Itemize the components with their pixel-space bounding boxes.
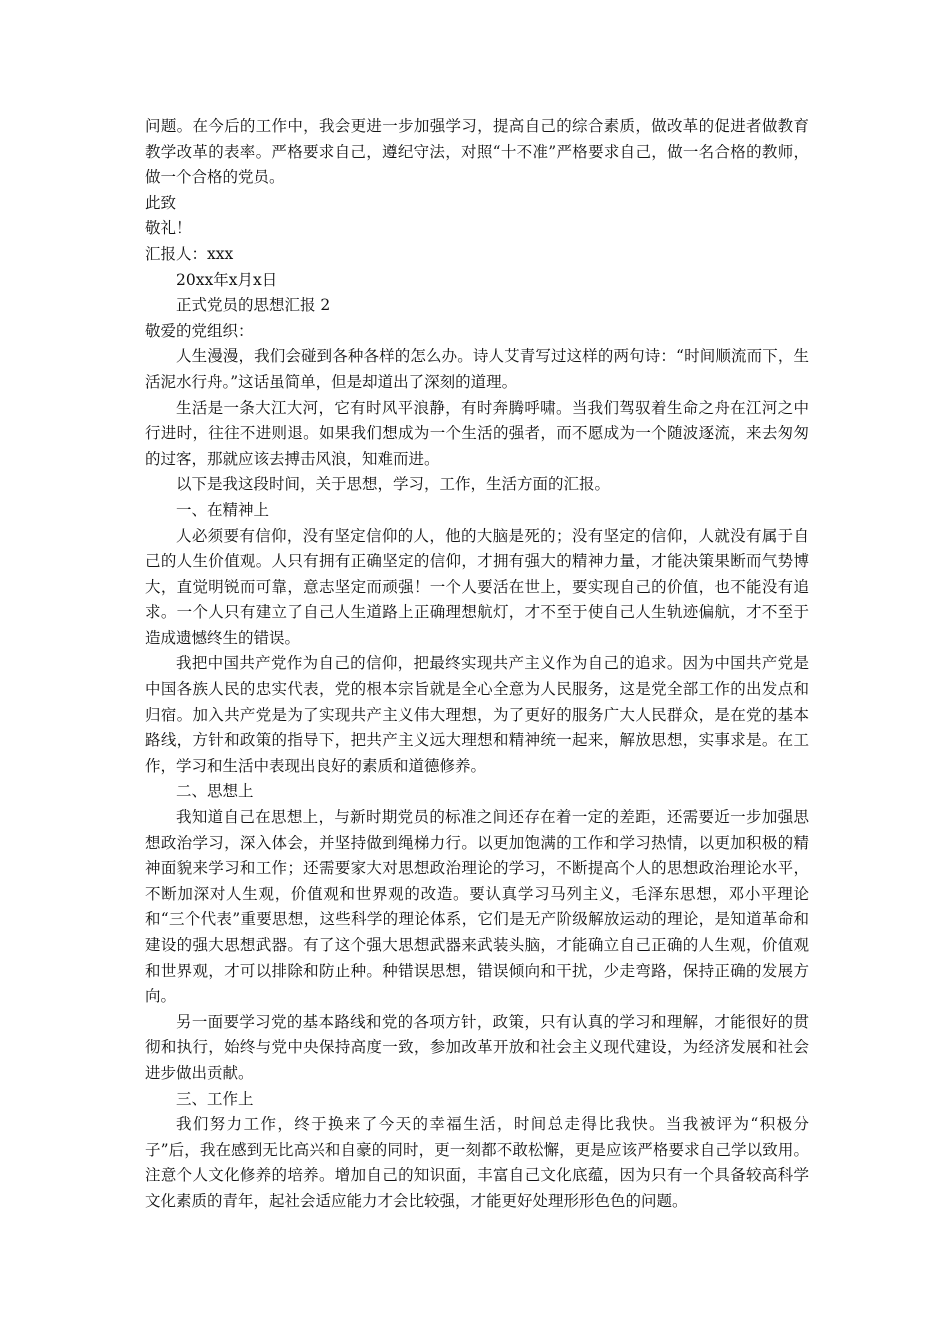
paragraph-party-line: 另一面要学习党的基本路线和党的各项方针，政策，只有认真的学习和理解，才能很好的贯彻和执行，始终与党中央保持高度一致，参加改革开放和社会主义现代建设，为经济发展和社会进步做出贡献。 bbox=[145, 1012, 809, 1082]
salutation-cizhi: 此致 bbox=[145, 193, 177, 212]
greeting-line: 敬爱的党组织： bbox=[145, 321, 254, 340]
paragraph-report-overview: 以下是我这段时间，关于思想，学习，工作，生活方面的汇报。 bbox=[176, 475, 611, 494]
paragraph-river-of-life: 生活是一条大江大河，它有时风平浪静，有时奔腾呼啸。当我们驾驭着生命之舟在江河之中行进时，往往不进则退。如果我们想成为一个生活的强者，而不愿成为一个随波逐流，来去匆匆的过客，那就应该去搏击风浪，知难而进。 bbox=[145, 398, 809, 468]
paragraph-belief: 人必须要有信仰，没有坚定信仰的人，他的大脑是死的；没有坚定的信仰，人就没有属于自己的人生价值观。人只有拥有正确坚定的信仰，才拥有强大的精神力量，才能决策果断而气势博大，直觉明锐而可靠，意志坚定而顽强！一个人要活在世上，要实现自己的价值，也不能没有追求。一个人只有建立了自己人生道路上正确理想航灯，才不至于使自己人生轨迹偏航，才不至于造成遗憾终生的错误。 bbox=[145, 526, 809, 647]
paragraph-party-faith: 我把中国共产党作为自己的信仰，把最终实现共产主义作为自己的追求。因为中国共产党是中国各族人民的忠实代表，党的根本宗旨就是全心全意为人民服务，这是党全部工作的出发点和归宿。加入共产党是为了实现共产主义伟大理想，为了更好的服务广大人民群众，是在党的基本路线，方针和政策的指导下，把共产主义远大理想和精神统一起来，解放思想，实事求是。在工作，学习和生活中表现出良好的素质和道德修养。 bbox=[145, 654, 809, 775]
section-heading-work: 三、工作上 bbox=[176, 1089, 254, 1108]
document-page bbox=[145, 114, 809, 1215]
date-line: 20xx年x月x日 bbox=[176, 270, 278, 289]
document-title: 正式党员的思想汇报 2 bbox=[176, 296, 331, 315]
section-heading-spirit: 一、在精神上 bbox=[176, 500, 270, 519]
salutation-jingli: 敬礼！ bbox=[145, 219, 192, 238]
reporter-line: 汇报人：xxx bbox=[145, 244, 234, 263]
paragraph-work: 我们努力工作，终于换来了今天的幸福生活，时间总走得比我快。当我被评为“积极分子”后，我在感到无比高兴和自豪的同时，更一刻都不敢松懈，更是应该严格要求自己学以致用。注意个人文化修养的培养。增加自己的知识面，丰富自己文化底蕴，因为只有一个具备较高科学文化素质的青年，起社会适应能力才会比较强，才能更好处理形形色色的问题。 bbox=[145, 1115, 809, 1210]
paragraph-intro-poem: 人生漫漫，我们会碰到各种各样的怎么办。诗人艾青写过这样的两句诗：“时间顺流而下，生活泥水行舟。”这话虽简单，但是却道出了深刻的道理。 bbox=[145, 347, 809, 391]
section-heading-thought: 二、思想上 bbox=[176, 782, 254, 801]
paragraph-thought-study: 我知道自己在思想上，与新时期党员的标准之间还存在着一定的差距，还需要近一步加强思想政治学习，深入体会，并坚持做到绳梯力行。以更加饱满的工作和学习热情，以更加积极的精神面貌来学习和工作；还需要家大对思想政治理论的学习，不断提高个人的思想政治理论水平，不断加深对人生观，价值观和世界观的改造。要认真学习马列主义，毛泽东思想，邓小平理论和“三个代表”重要思想，这些科学的理论体系，它们是无产阶级解放运动的理论，是知道革命和建设的强大思想武器。有了这个强大思想武器来武装头脑，才能确立自己正确的人生观，价值观和世界观，才可以排除和防止种。种错误思想，错误倾向和干扰，少走弯路，保持正确的发展方向。 bbox=[145, 808, 809, 1006]
paragraph-closing-text: 问题。在今后的工作中，我会更进一步加强学习，提高自己的综合素质，做改革的促进者做教育教学改革的表率。严格要求自己，遵纪守法，对照“十不准”严格要求自己，做一名合格的教师，做一个合格的党员。 bbox=[145, 117, 809, 187]
